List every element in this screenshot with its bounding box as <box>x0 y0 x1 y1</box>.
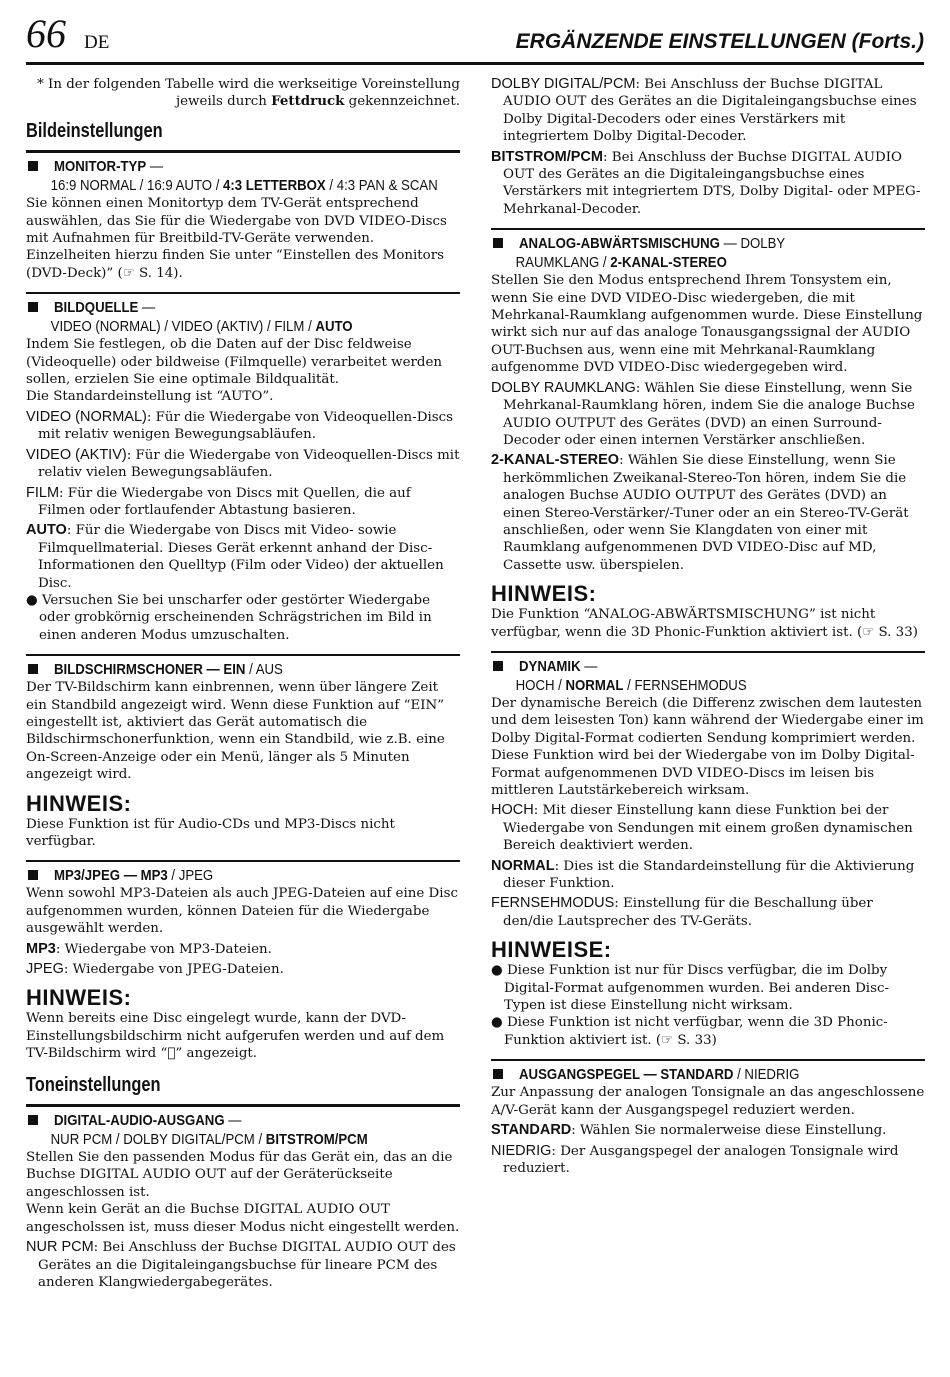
divider <box>26 654 460 656</box>
divider <box>491 1059 925 1061</box>
divider <box>26 860 460 862</box>
setting-bildschirmschoner: BILDSCHIRMSCHONER — EIN / AUS <box>26 660 460 679</box>
hinweise-bullet: ● Diese Funktion ist nur für Discs verfügbar, die im Dolby Digital-Format aufgenommen wurden. Bei anderen Disc-Typen ist diese Einstellung nicht wirksam. <box>491 963 889 1014</box>
language-code: DE <box>84 32 110 53</box>
section-bildeinstellungen: Bildeinstellungen <box>26 119 163 142</box>
divider <box>26 1104 460 1107</box>
hinweis-heading: HINWEIS: <box>491 581 597 607</box>
option-item: HOCH: Mit dieser Einstellung kann diese Funktion bei der Wiedergabe von Sendungen mit einem großen dynamischen Bereich deaktiviert werden. <box>491 802 913 854</box>
divider <box>26 292 460 294</box>
option-item: DOLBY RAUMKLANG: Wählen Sie diese Einstellung, wenn Sie Mehrkanal-Raumklang hören, indem Sie die analoge Buchse AUDIO OUTPUT des Gerätes (DVD) an einen Surround-Decoder oder einen internen Verstärker anschließen. <box>491 379 915 448</box>
dynamik-options: HOCH / NORMAL / FERNSEHMODUS <box>515 676 747 694</box>
digital-description: Stellen Sie den passenden Modus für das Gerät ein, das an die Buchse DIGITAL AUDIO OUT auf der Geräterückseite angeschlossen ist. <box>26 1150 453 1200</box>
square-bullet-icon <box>28 302 38 312</box>
option-item: MP3: Wiedergabe von MP3-Dateien. <box>26 940 272 957</box>
option-item: VIDEO (NORMAL): Für die Wiedergabe von Videoquellen-Discs mit relativ wenigen Bewegungsabläufen. <box>26 408 453 443</box>
option-item: NUR PCM: Bei Anschluss der Buchse DIGITAL AUDIO OUT des Gerätes an die Digitaleingangsbuchse für lineare PCM des anderen Klangwiedergabegerätes. <box>26 1239 456 1290</box>
divider <box>26 150 460 153</box>
square-bullet-icon <box>493 661 503 671</box>
bildquelle-description: Indem Sie festlegen, ob die Daten auf der Disc feldweise (Videoquelle) oder bildweise (Filmquelle) verarbeitet werden sollen, erzielen Sie eine optimale Bildqualität. <box>26 337 443 388</box>
square-bullet-icon <box>28 1115 38 1125</box>
hinweis-text: Wenn bereits eine Disc eingelegt wurde, kann der DVD-Einstellungsbildschirm nicht aufgerufen werden und auf dem TV-Bildschirm wird “⃠” angezeigt. <box>26 1011 445 1062</box>
option-item: FERNSEHMODUS: Einstellung für die Beschallung über den/die Lautsprecher des TV-Geräts. <box>491 895 873 929</box>
hinweis-heading: HINWEIS: <box>26 985 132 1011</box>
square-bullet-icon <box>493 1069 503 1079</box>
page-header <box>26 10 924 65</box>
dynamik-description: Der dynamische Bereich (die Differenz zwischen dem lautesten und dem leisesten Ton) kann während der Wiedergabe einer im Dolby Digital-Format codierten Sendung komprimiert werden. Diese Funktion wird bei der Wiedergabe von im Dolby Digital-Format aufgenommenen DVD VIDEO-Discs im leisen bis mittleren Lautstärkebereich wirksam. <box>491 695 924 798</box>
default-note: * In der folgenden Tabelle wird die werkseitige Voreinstellung jeweils durch Fettdruck gekennzeichnet. <box>37 77 460 110</box>
square-bullet-icon <box>28 664 38 674</box>
digital-note: Wenn kein Gerät an die Buchse DIGITAL AUDIO OUT angescholssen ist, muss dieser Modus nicht eingestellt werden. <box>26 1202 460 1235</box>
setting-analog-abwaertsmischung: ANALOG-ABWÄRTSMISCHUNG — DOLBY <box>491 234 925 253</box>
bildquelle-default: Die Standardeinstellung ist “AUTO”. <box>26 389 274 405</box>
option-item: AUTO: Für die Wiedergabe von Discs mit Video- sowie Filmquellmaterial. Dieses Gerät erkennt anhand der Disc-Informationen den Quelltyp (Film oder Video) der aktuellen Disc. <box>26 522 444 591</box>
option-item: BITSTROM/PCM: Bei Anschluss der Buchse DIGITAL AUDIO OUT des Gerätes an die Digitaleingangsbuchse eines Verstärkers mit integriertem DTS, Dolby Digital- oder MPEG-Mehrkanal-Decoder. <box>491 148 921 217</box>
option-item: STANDARD: Wählen Sie normalerweise diese Einstellung. <box>491 1122 887 1139</box>
analog-description: Stellen Sie den Modus entsprechend Ihrem Tonsystem ein, wenn Sie eine DVD VIDEO-Disc wiedergeben, die mit Mehrkanal-Raumklang aufgenommen wurde. Diese Einstellung wirkt sich nur auf das analoge Tonausgangssignal der AUDIO OUT-Buchsen aus, wenn eine mit Mehrkanal-Raumklang aufgenomme DVD VIDEO-Disc wiedergegeben wird. <box>491 273 923 376</box>
hinweis-heading: HINWEIS: <box>26 790 132 816</box>
bildquelle-options: VIDEO (NORMAL) / VIDEO (AKTIV) / FILM / AUTO <box>50 318 353 336</box>
setting-digital-audio-ausgang: DIGITAL-AUDIO-AUSGANG — <box>26 1111 460 1130</box>
setting-bildquelle: BILDQUELLE — <box>26 298 460 317</box>
mp3-description: Wenn sowohl MP3-Dateien als auch JPEG-Dateien auf eine Disc aufgenommen wurden, können Dateien für die Wiedergabe ausgewählt werden. <box>26 886 458 937</box>
schoner-description: Der TV-Bildschirm kann einbrennen, wenn über längere Zeit ein Standbild angezeigt wird. Wenn diese Funktion auf “EIN” eingestellt ist, aktiviert das Gerät automatisch die Bildschirmschonerfunktion, wenn ein Standbild, wie z.B. eine On-Screen-Anzeige oder ein Menü, länger als 5 Minuten angezeigt wird. <box>26 680 445 783</box>
setting-mp3-jpeg: MP3/JPEG — MP3 / JPEG <box>26 866 460 885</box>
page-title: ERGÄNZENDE EINSTELLUNGEN (Forts.) <box>515 30 924 53</box>
right-column <box>491 76 925 1177</box>
hinweis-text: Die Funktion “ANALOG-ABWÄRTSMISCHUNG” ist nicht verfügbar, wenn die 3D Phonic-Funktion aktiviert ist. (☞ S. 33) <box>491 607 918 640</box>
square-bullet-icon <box>28 870 38 880</box>
setting-monitor-typ: MONITOR-TYP — <box>26 157 460 176</box>
bildquelle-tip: ● Versuchen Sie bei unscharfer oder gestörter Wiedergabe oder grobkörnig erscheinenden Schrägstrichen im Bild in einen anderen Modus umzuschalten. <box>26 592 432 643</box>
square-bullet-icon <box>28 161 38 171</box>
option-item: JPEG: Wiedergabe von JPEG-Dateien. <box>26 961 284 978</box>
option-item: NIEDRIG: Der Ausgangspegel der analogen Tonsignale wird reduziert. <box>491 1142 899 1176</box>
digital-options: NUR PCM / DOLBY DIGITAL/PCM / BITSTROM/PCM <box>50 1131 368 1149</box>
page-number: 66 <box>26 11 66 56</box>
hinweise-heading: HINWEISE: <box>491 937 612 963</box>
monitor-description: Sie können einen Monitortyp dem TV-Gerät entsprechend auswählen, das Sie für die Wiedergabe von DVD VIDEO-Discs mit Aufnahmen für Breitbild-TV-Geräte verwenden. Einzelheiten hierzu finden Sie unter “Einstellen des Monitors (DVD-Deck)” (☞ S. 14). <box>26 196 447 281</box>
hinweis-text: Diese Funktion ist für Audio-CDs und MP3-Discs nicht verfügbar. <box>26 816 395 849</box>
option-item: FILM: Für die Wiedergabe von Discs mit Quellen, die auf Filmen oder fortlaufender Abtastung basieren. <box>26 484 411 518</box>
option-item: NORMAL: Dies ist die Standardeinstellung für die Aktivierung dieser Funktion. <box>491 857 915 892</box>
divider <box>491 228 925 230</box>
square-bullet-icon <box>493 238 503 248</box>
analog-options: RAUMKLANG / 2-KANAL-STEREO <box>515 254 727 272</box>
option-item: VIDEO (AKTIV): Für die Wiedergabe von Videoquellen-Discs mit relativ vielen Bewegungsabläufen. <box>26 446 460 481</box>
section-toneinstellungen: Toneinstellungen <box>26 1073 161 1096</box>
divider <box>491 651 925 653</box>
hinweise-bullet: ● Diese Funktion ist nicht verfügbar, wenn die 3D Phonic-Funktion aktiviert ist. (☞ S. 33) <box>491 1015 888 1048</box>
setting-dynamik: DYNAMIK — <box>491 657 925 676</box>
option-item: 2-KANAL-STEREO: Wählen Sie diese Einstellung, wenn Sie herkömmlichen Zweikanal-Stereo-Ton hören, indem Sie die analogen Buchse AUDIO OUTPUT des Gerätes (DVD) an einen Stereo-Verstärker/-Tuner oder an ein Stereo-TV-Gerät anschließen, oder wenn Sie Klangdaten von einer mit Raumklang aufgenommenen DVD VIDEO-Disc auf MD, Cassette usw. überspielen. <box>491 452 909 573</box>
setting-ausgangspegel: AUSGANGSPEGEL — STANDARD / NIEDRIG <box>491 1065 925 1084</box>
monitor-options: 16:9 NORMAL / 16:9 AUTO / 4:3 LETTERBOX / 4:3 PAN & SCAN <box>50 177 438 195</box>
option-item: DOLBY DIGITAL/PCM: Bei Anschluss der Buchse DIGITAL AUDIO OUT des Gerätes an die Digitaleingangsbuchse eines Dolby Digital-Decoders oder eines Verstärkers mit integriertem Dolby Digital-Decoder. <box>491 76 917 145</box>
left-column <box>26 76 460 1291</box>
ausgang-description: Zur Anpassung der analogen Tonsignale an das angeschlossene A/V-Gerät kann der Ausgangspegel reduziert werden. <box>491 1085 925 1118</box>
